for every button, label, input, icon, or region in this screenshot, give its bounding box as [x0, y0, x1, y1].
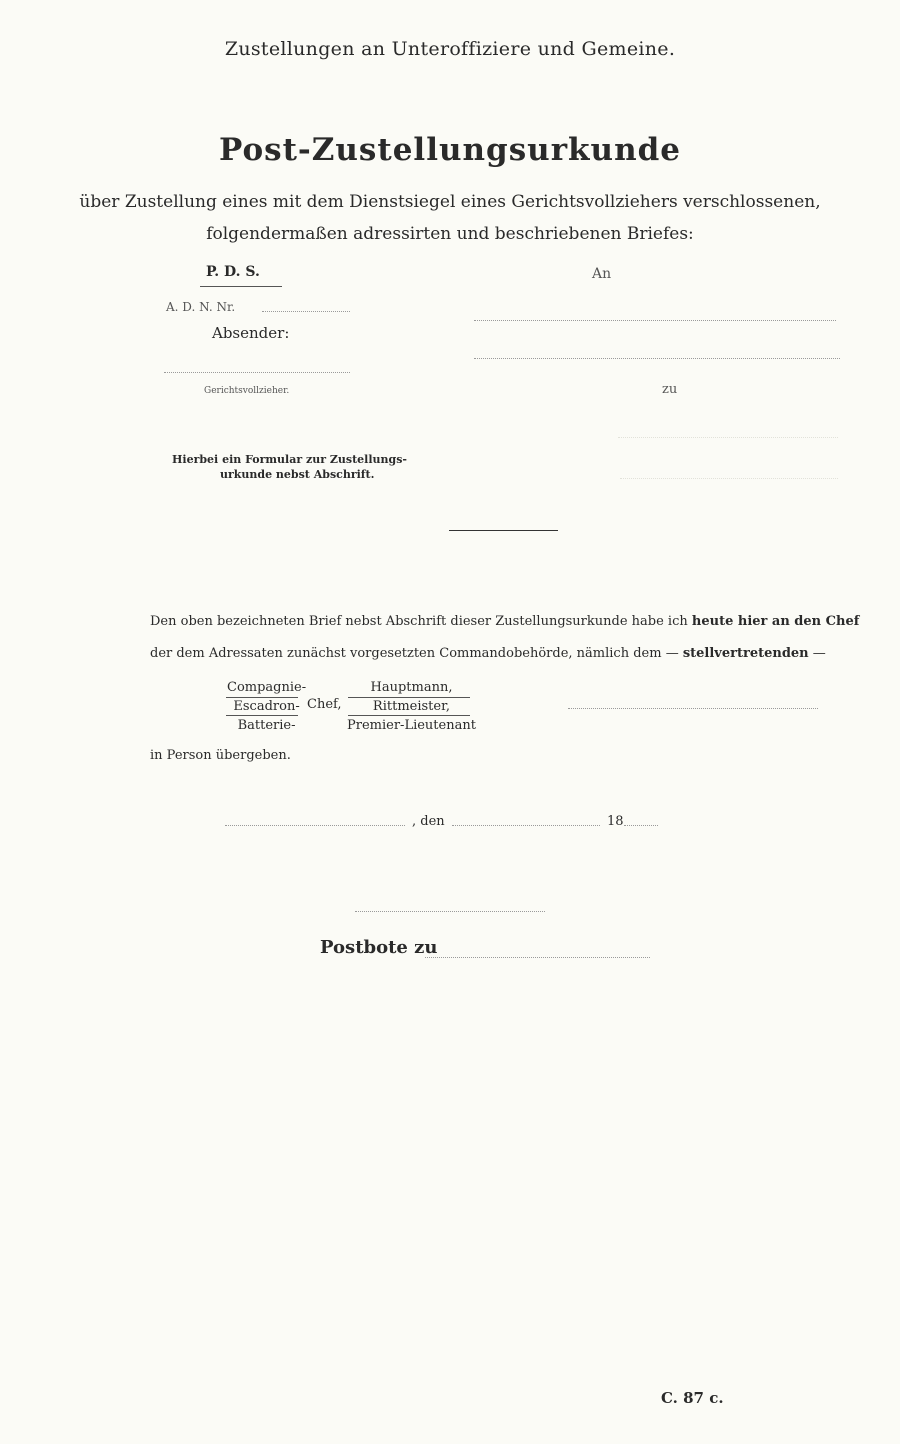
recipient-zu-label: zu — [662, 382, 678, 397]
rank-option-rittmeister[interactable]: Rittmeister, — [372, 699, 451, 714]
enclosure-note — [172, 452, 407, 482]
year-prefix-label: 18 — [607, 814, 624, 829]
ad-nr-label: A. D. N. Nr. — [166, 300, 236, 314]
den-label: , den — [412, 814, 445, 829]
statement-line-2-text: der dem Adressaten zunächst vorgesetzten Commandobehörde, nämlich dem — — [150, 646, 683, 661]
pds-underline — [200, 286, 282, 287]
unit-option-escadron[interactable]: Escadron- — [233, 699, 300, 714]
section-divider — [449, 530, 558, 531]
statement-line-2-emphasis: stellvertretenden — [682, 646, 809, 661]
absender-label: Absender: — [212, 324, 290, 342]
place-field[interactable] — [225, 825, 405, 826]
recipient-extra-field[interactable] — [620, 478, 838, 479]
statement-line-1-emphasis: heute hier an den Chef — [691, 614, 860, 629]
rank-option-premier-lieutenant[interactable]: Premier-Lieutenant — [347, 718, 476, 733]
rank-rule-1 — [348, 697, 470, 698]
rank-option-hauptmann[interactable]: Hauptmann, — [370, 680, 453, 695]
rank-rule-2 — [348, 715, 470, 716]
recipient-name-field[interactable] — [474, 320, 836, 321]
year-field[interactable] — [624, 825, 658, 826]
unit-rule-2 — [226, 715, 298, 716]
unit-options — [227, 678, 306, 735]
chef-label: Chef, — [307, 697, 342, 712]
recipient-address-field[interactable] — [474, 358, 840, 359]
absender-field[interactable] — [164, 372, 350, 373]
statement-line-2-end: — — [808, 646, 826, 661]
date-field[interactable] — [452, 825, 600, 826]
form-subtitle-line-2: folgendermaßen adressirten und beschriebenen Briefes: — [206, 224, 694, 244]
statement-line-1 — [150, 614, 859, 629]
chef-name-field[interactable] — [568, 708, 818, 709]
postbote-label: Postbote zu — [320, 937, 438, 958]
postbote-place-field[interactable] — [425, 957, 650, 958]
rank-options — [347, 678, 476, 735]
form-number: C. 87 c. — [661, 1389, 724, 1407]
statement-line-1-text: Den oben bezeichneten Brief nebst Abschrift dieser Zustellungsurkunde habe ich — [150, 614, 692, 629]
pds-label: P. D. S. — [206, 264, 260, 280]
signature-field[interactable] — [355, 911, 545, 912]
in-person-text: in Person übergeben. — [150, 748, 291, 763]
unit-option-batterie[interactable]: Batterie- — [237, 718, 296, 733]
ad-nr-field[interactable] — [262, 311, 350, 312]
form-subtitle-line-1: über Zustellung eines mit dem Dienstsiegel eines Gerichtsvollziehers verschlossenen, — [79, 192, 821, 212]
statement-line-2 — [150, 646, 826, 661]
recipient-place-field[interactable] — [618, 437, 838, 438]
recipient-an-label: An — [592, 266, 612, 282]
form-category-heading: Zustellungen an Unteroffiziere und Gemeine. — [224, 38, 676, 60]
gerichtsvollzieher-label: Gerichtsvollzieher. — [204, 386, 290, 396]
enclosure-note-line-2: urkunde nebst Abschrift. — [220, 468, 375, 481]
enclosure-note-line-1: Hierbei ein Formular zur Zustellungs- — [172, 453, 407, 466]
unit-option-compagnie[interactable]: Compagnie- — [227, 680, 307, 695]
form-title: Post-Zustellungsurkunde — [218, 132, 682, 168]
unit-rule-1 — [226, 697, 298, 698]
